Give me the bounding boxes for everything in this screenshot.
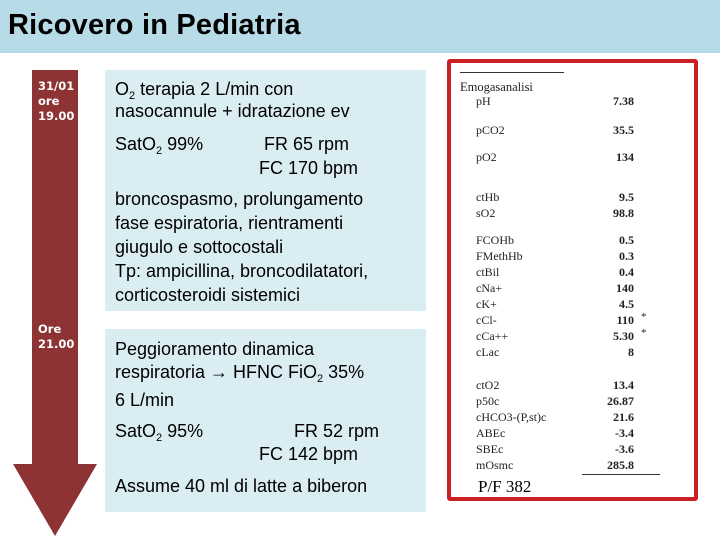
lab-key: cHCO3-(P,st)c (476, 410, 547, 424)
text: respiratoria → HFNC FiO (115, 362, 318, 382)
lab-row (451, 345, 694, 359)
lab-key: FCOHb (476, 233, 515, 247)
divider (582, 474, 660, 475)
lab-row (451, 281, 694, 295)
lab-row (451, 458, 694, 472)
subscript: 2 (129, 90, 136, 102)
timeline-arrow-down-icon (13, 464, 97, 536)
text: SatO (115, 421, 157, 441)
lab-value: 4.5 (619, 297, 634, 311)
lab-row (451, 190, 694, 204)
lab-row (451, 410, 694, 424)
lab-key: cCa++ (476, 329, 509, 343)
lab-key: pCO2 (476, 123, 505, 137)
slide-title: Ricovero in Pediatria (8, 9, 301, 41)
lab-row (451, 206, 694, 220)
lab-row (451, 94, 694, 108)
lab-key: ctBil (476, 265, 500, 279)
therapy-line-2: nasocannule + idratazione ev (115, 101, 350, 121)
lab-value: 134 (616, 150, 634, 164)
lab-value: -3.6 (615, 442, 634, 456)
lab-value: 21.6 (613, 410, 634, 424)
lab-key: p50c (476, 394, 500, 408)
note-line: fase espiratoria, rientramenti (115, 213, 344, 233)
lab-row (451, 249, 694, 263)
lab-row (451, 297, 694, 311)
text: SatO (115, 134, 157, 154)
lab-key: cCl- (476, 313, 497, 327)
text: terapia 2 L/min con (135, 79, 294, 99)
text: O (115, 79, 130, 99)
lab-value: 7.38 (613, 94, 634, 108)
note-line: Tp: ampicillina, broncodilatatori, (115, 261, 369, 281)
event-panel-2 (105, 329, 426, 512)
lab-key: FMethHb (476, 249, 523, 263)
text: 99% (162, 134, 204, 154)
pf-ratio: P/F 382 (478, 477, 532, 496)
lab-key: sO2 (476, 206, 496, 220)
lab-value: 285.8 (607, 458, 634, 472)
time-label-line: 31/01 (38, 79, 75, 93)
note-line: broncospasmo, prolungamento (115, 189, 364, 209)
lab-value: 0.4 (619, 265, 634, 279)
lab-key: ctHb (476, 190, 500, 204)
subscript: 2 (156, 145, 163, 157)
lab-value: 5.30 (613, 329, 634, 343)
lab-value: 13.4 (613, 378, 634, 392)
note-line: giugulo e sottocostali (115, 237, 284, 257)
abnormal-flag: * (641, 327, 647, 339)
text: 95% (162, 421, 204, 441)
lab-row (451, 426, 694, 440)
lab-row (451, 150, 694, 164)
timeline-arrow-shaft (32, 70, 78, 465)
respiratory-rate: FR 65 rpm (264, 134, 350, 154)
time-label-line: 21.00 (38, 337, 75, 351)
status-line: Peggioramento dinamica (115, 339, 315, 359)
lab-row (451, 265, 694, 279)
lab-row (451, 233, 694, 247)
lab-key: cK+ (476, 297, 497, 311)
lab-value: 8 (628, 345, 634, 359)
flow-line: 6 L/min (115, 390, 175, 410)
time-label-2 (38, 322, 74, 352)
time-label-1 (38, 79, 74, 124)
therapy-line (115, 361, 364, 383)
lab-row (451, 313, 694, 327)
lab-row (451, 378, 694, 392)
subscript: 2 (317, 373, 324, 385)
saturation (115, 420, 203, 442)
blood-gas-report (447, 59, 698, 501)
subscript: 2 (156, 432, 163, 444)
lab-key: mOsmc (476, 458, 514, 472)
event-panel-1 (105, 70, 426, 311)
time-label-line: 19.00 (38, 109, 75, 123)
lab-value: -3.4 (615, 426, 634, 440)
note-line: corticosteroidi sistemici (115, 285, 301, 305)
heart-rate: FC 142 bpm (259, 444, 359, 464)
lab-key: cNa+ (476, 281, 503, 295)
lab-value: 0.3 (619, 249, 634, 263)
lab-value: 0.5 (619, 233, 634, 247)
therapy-line (115, 78, 293, 100)
lab-value: 9.5 (619, 190, 634, 204)
time-label-line: ore (38, 94, 60, 108)
lab-value: 140 (616, 281, 634, 295)
lab-row (451, 123, 694, 137)
lab-key: SBEc (476, 442, 504, 456)
text: 35% (323, 362, 365, 382)
time-label-line: Ore (38, 322, 62, 336)
lab-key: cLac (476, 345, 500, 359)
lab-key: ABEc (476, 426, 506, 440)
lab-row (451, 329, 694, 343)
feeding-line: Assume 40 ml di latte a biberon (115, 476, 368, 496)
respiratory-rate: FR 52 rpm (294, 421, 380, 441)
lab-value: 110 (616, 313, 634, 327)
heart-rate: FC 170 bpm (259, 158, 359, 178)
divider (460, 72, 564, 73)
lab-row (451, 394, 694, 408)
lab-key: ctO2 (476, 378, 500, 392)
abnormal-flag: * (641, 311, 647, 323)
report-header: Emogasanalisi (460, 80, 533, 94)
lab-row (451, 442, 694, 456)
lab-key: pH (476, 94, 491, 108)
lab-value: 26.87 (607, 394, 634, 408)
lab-value: 98.8 (613, 206, 634, 220)
title-bar (0, 0, 720, 53)
lab-value: 35.5 (613, 123, 634, 137)
lab-key: pO2 (476, 150, 497, 164)
saturation (115, 133, 203, 155)
